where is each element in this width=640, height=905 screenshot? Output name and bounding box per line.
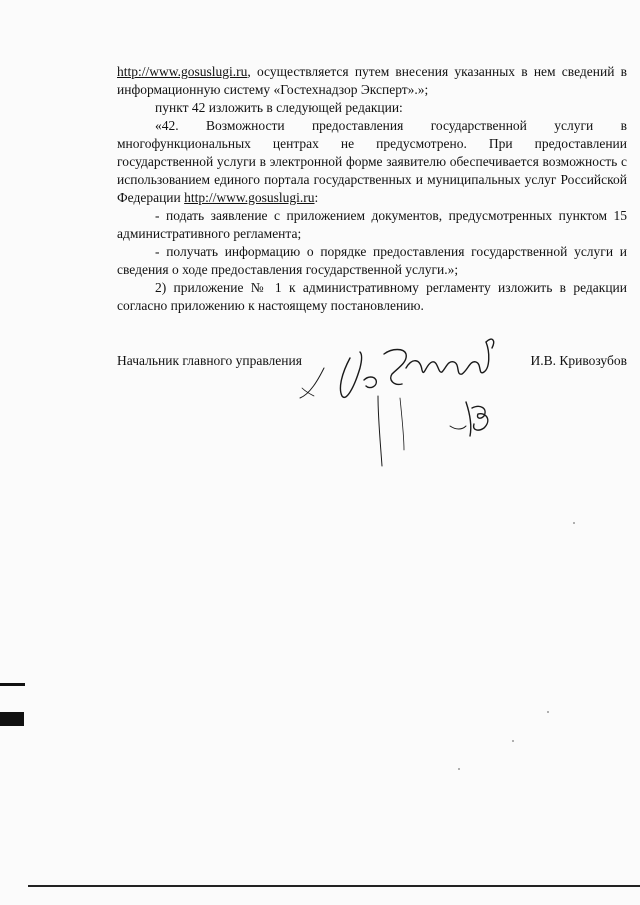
signatory-name: И.В. Кривозубов — [530, 353, 627, 368]
body-text — [117, 63, 627, 315]
scan-speck — [573, 522, 575, 524]
scan-edge-line — [28, 885, 640, 887]
paragraph-5: - получать информацию о порядке предоставления государственной услуги и сведения о ходе предоставления государственной услуги.»; — [117, 244, 627, 277]
gosuslugi-link-2[interactable]: http://www.gosuslugi.ru — [184, 190, 315, 205]
scan-speck — [547, 711, 549, 713]
paragraph-1-text: , осуществляется путем внесения указанных в нем сведений в информационную систему «Гостехнадзор Эксперт».»; — [117, 64, 627, 97]
paragraph-3-text: «42. Возможности предоставления государственной услуги в многофункциональных центрах не предусмотрено. При предоставлении государственной услуги в электронной форме заявителю обеспечивается возможность с использованием единого портала государственных и муниципальных услуг Российской Федерации — [117, 118, 627, 205]
paragraph-3-colon: : — [314, 190, 319, 205]
paragraph-2: пункт 42 изложить в следующей редакции: — [155, 100, 403, 115]
handwritten-signature — [280, 318, 520, 478]
margin-mark — [0, 712, 24, 726]
gosuslugi-link-1[interactable]: http://www.gosuslugi.ru — [117, 64, 248, 79]
paragraph-4: - подать заявление с приложением документов, предусмотренных пунктом 15 административного регламента; — [117, 208, 627, 241]
paragraph-6: 2) приложение № 1 к административному регламенту изложить в редакции согласно приложению к настоящему постановлению. — [117, 280, 627, 313]
scan-speck — [512, 740, 514, 742]
margin-mark — [0, 683, 25, 686]
signatory-title: Начальник главного управления — [117, 353, 302, 368]
paragraph-3 — [117, 117, 627, 207]
scan-speck — [458, 768, 460, 770]
paragraph-1 — [117, 63, 627, 99]
